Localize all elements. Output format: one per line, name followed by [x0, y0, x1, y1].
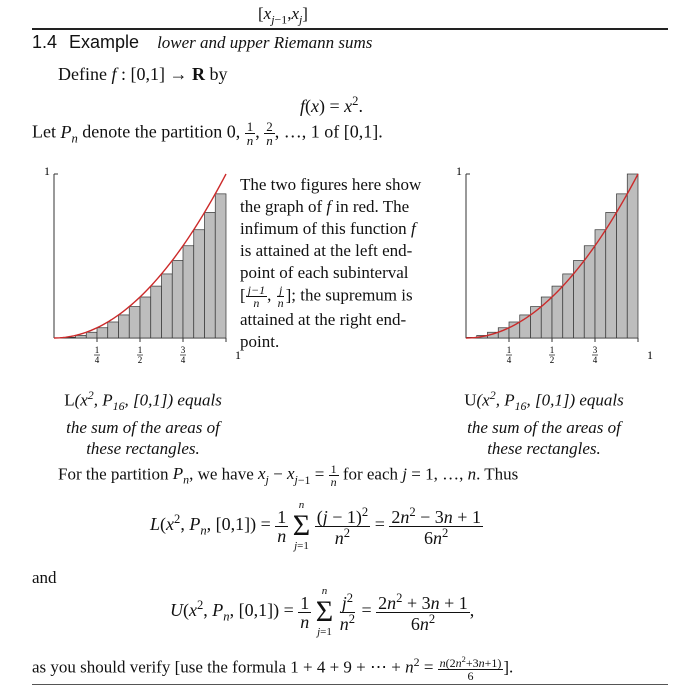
caption-line: these rectangles. [487, 439, 601, 459]
riemann-rectangle [97, 328, 108, 338]
y-top-label: 1 [456, 164, 462, 178]
riemann-rectangle [584, 246, 595, 338]
x-tick-label [549, 345, 555, 365]
riemann-rectangle [498, 328, 509, 338]
lower-rectangles [65, 194, 226, 338]
riemann-rectangle [205, 212, 216, 338]
define-line: Define f : [0,1] → R by [58, 64, 228, 84]
partition-width-line: For the partition $P_n$, we have $x_j - x_{j-1}$ = $\frac{1}{n}$ for each j = 1, …, n. Thus [58, 462, 519, 489]
verify-line: as you should verify [use the formula 1 + 4 + 9 + ⋯ + $n^2$ = $\frac{n(2n^2+3n+1)}{6}$ ]. [32, 654, 514, 683]
riemann-rectangle [151, 286, 162, 338]
function-definition: $f(x) = x^2$. [300, 94, 363, 116]
svg-text:1: 1 [137, 345, 143, 355]
svg-text:3: 3 [180, 345, 186, 355]
x-tick-label [94, 345, 100, 365]
section-heading [32, 32, 372, 53]
sidebar-line: point of each subinterval [240, 263, 409, 282]
svg-text:2: 2 [137, 355, 143, 365]
section-number: 1.4 [32, 32, 58, 52]
svg-text:1: 1 [506, 345, 512, 355]
lower-caption [48, 385, 238, 459]
x-tick-labels [506, 338, 653, 365]
riemann-rectangle [215, 194, 226, 338]
upper-caption [446, 385, 642, 459]
x-tick-label: 1 [235, 348, 241, 362]
sidebar-line: [ $\frac{j-1}{n}$ , $\frac{j}{n}$ ]; the supremum is [240, 283, 413, 310]
y-top-label: 1 [44, 164, 50, 178]
riemann-rectangle [595, 230, 606, 338]
section-subtitle: lower and upper Riemann sums [157, 33, 373, 52]
sidebar-line: point. [240, 332, 280, 351]
sidebar-line: attained at the right end- [240, 310, 407, 329]
footer-rule [32, 684, 668, 685]
svg-text:2: 2 [549, 355, 555, 365]
svg-text:4: 4 [592, 355, 598, 365]
and-word: and [32, 568, 57, 587]
lower-sum-equation: $L(x^2$, $P_n$, [0,1]) = $\frac{1}{n}$ n Σ j=1 $\frac{(j - 1)^2}{n^2}$ = $\frac{2n^2 - 3n + 1}{6n^2}$ [150, 499, 481, 552]
riemann-rectangle [86, 332, 97, 338]
svg-text:4: 4 [94, 355, 100, 365]
sidebar-line: The two figures here show [240, 175, 422, 194]
riemann-rectangle [617, 194, 628, 338]
caption-line: the sum of the areas of [467, 418, 621, 438]
svg-text:4: 4 [506, 355, 512, 365]
riemann-rectangle [140, 297, 151, 338]
riemann-rectangle [108, 322, 119, 338]
lower-sum-figure [36, 162, 246, 372]
riemann-rectangle [194, 230, 205, 338]
x-tick-label [180, 345, 186, 365]
section-title: Example [69, 32, 140, 52]
x-tick-labels [94, 338, 241, 365]
upper-sum-figure [454, 162, 664, 372]
x-tick-label [137, 345, 143, 365]
riemann-rectangle [541, 297, 552, 338]
riemann-rectangle [627, 174, 638, 338]
upper-rectangles [466, 174, 638, 338]
caption-line: $U(x^2$, $P_{16}$, [0,1]) equals [464, 388, 624, 414]
running-header: $[x_{j-1},x_j]$ [258, 4, 308, 27]
riemann-rectangle [76, 335, 87, 338]
riemann-rectangle [119, 315, 130, 338]
caption-line: these rectangles. [86, 439, 200, 459]
riemann-rectangle [606, 212, 617, 338]
sidebar-line: is attained at the left end- [240, 241, 413, 260]
partition-definition: Let $P_n$ denote the partition 0, $\frac{1}{n}$ , $\frac{2}{n}$ , …, 1 of [0,1]. [32, 119, 383, 148]
svg-text:1: 1 [94, 345, 100, 355]
svg-text:3: 3 [592, 345, 598, 355]
x-tick-label: 1 [647, 348, 653, 362]
riemann-rectangle [129, 307, 140, 338]
riemann-rectangle [183, 246, 194, 338]
svg-text:4: 4 [180, 355, 186, 365]
riemann-rectangle [162, 274, 173, 338]
sidebar-line: the graph of f in red. The [240, 197, 410, 216]
sidebar-line: infimum of this function f [240, 219, 416, 238]
x-tick-label [506, 345, 512, 365]
riemann-rectangle [172, 260, 183, 338]
caption-line: the sum of the areas of [66, 418, 220, 438]
caption-line: $L(x^2$, $P_{16}$, [0,1]) equals [64, 388, 222, 414]
x-tick-label [592, 345, 598, 365]
riemann-rectangle [552, 286, 563, 338]
svg-text:1: 1 [549, 345, 555, 355]
sidebar-text [240, 174, 421, 353]
upper-sum-equation: $U(x^2$, $P_n$, [0,1]) = $\frac{1}{n}$ n Σ j=1 $\frac{j^2}{n^2}$ = $\frac{2n^2 + 3n + 1}{6n^2}$ , [170, 585, 475, 638]
header-rule [32, 28, 668, 30]
